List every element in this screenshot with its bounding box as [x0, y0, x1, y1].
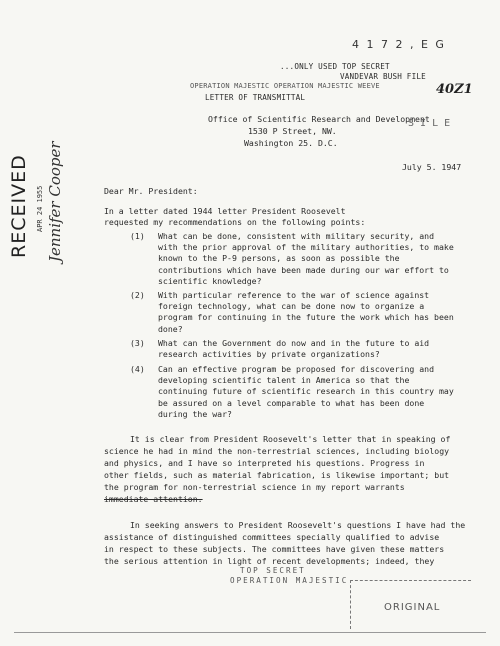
received-stamp: RECEIVED — [8, 154, 30, 258]
list-item-number: (3) — [130, 338, 145, 348]
handwritten-signature: Jennifer Cooper — [46, 141, 64, 262]
list-item-number: (1) — [130, 231, 145, 241]
body-line: the serious attention in light of recent developments; indeed, they — [104, 556, 435, 566]
body-line: immediate attention. — [104, 494, 203, 504]
list-item-text: What can be done, consistent with military security, and with the prior approval of the military authorities, to make known to the P-9 persons, as soon as possible the contributions which have been made during our war effort to scientific knowledge? — [158, 231, 454, 286]
handwritten-mark: 40Z1 — [436, 82, 473, 97]
body-line: in respect to these subjects. The committees have given these matters — [104, 544, 445, 554]
file-stamp: S I L E — [408, 118, 451, 129]
list-item-text: Can an effective program be proposed for discovering and developing scientific talent in America so that the continuing future of scientific research in this country may be assured on a level comparable to what has been done during the war? — [158, 364, 454, 419]
body-line: It is clear from President Roosevelt's letter that in speaking of — [130, 434, 451, 444]
list-item-number: (4) — [130, 364, 145, 374]
letter-date: July 5. 1947 — [402, 162, 462, 172]
body-line: and physics, and I have so interpreted his questions. Progress in — [104, 458, 425, 468]
body-line: the program for non-terrestrial science in my report warrants — [104, 482, 405, 492]
body-line: In seeking answers to President Roosevelt's questions I have had the — [130, 520, 466, 530]
original-stamp: ORIGINAL — [384, 602, 441, 613]
list-item-text: What can the Government do now and in the future to aid research activities by private organizations? — [158, 338, 430, 360]
salutation: Dear Mr. President: — [104, 186, 198, 196]
body-line: other fields, such as material fabrication, is likewise important; but — [104, 470, 450, 480]
received-date-stamp: APR 24 1955 — [36, 185, 44, 232]
body-line: science he had in mind the non-terrestrial sciences, including biology — [104, 446, 450, 456]
bottom-rule — [14, 632, 486, 633]
body-line: assistance of distinguished committees specially qualified to advise — [104, 532, 440, 542]
list-item-number: (2) — [130, 290, 145, 300]
list-item-text: With particular reference to the war of science against foreign technology, what can be done now to organize a program for continuing in the future the work which has been done? — [158, 290, 454, 334]
office-street: 1530 P Street, NW. — [248, 126, 337, 136]
footer-classification-stamp: OPERATION MAJESTIC — [230, 576, 349, 585]
classification-stamp-line: OPERATION MAJESTIC OPERATION MAJESTIC WEEVE — [190, 82, 380, 90]
office-name: Office of Scientific Research and Development — [208, 114, 430, 124]
intro-paragraph: In a letter dated 1944 letter President Roosevelt requested my recommendations on the following points: — [104, 206, 366, 228]
classification-stamp-line: VANDEVAR BUSH FILE — [340, 72, 426, 81]
footer-classification-stamp: TOP SECRET — [240, 566, 306, 575]
document-number-stamp: 4 1 7 2 , E G — [352, 38, 446, 51]
office-city: Washington 25. D.C. — [244, 138, 338, 148]
classification-stamp-line: ...ONLY USED TOP SECRET — [280, 62, 390, 71]
letter-header-title: LETTER OF TRANSMITTAL — [205, 93, 306, 102]
